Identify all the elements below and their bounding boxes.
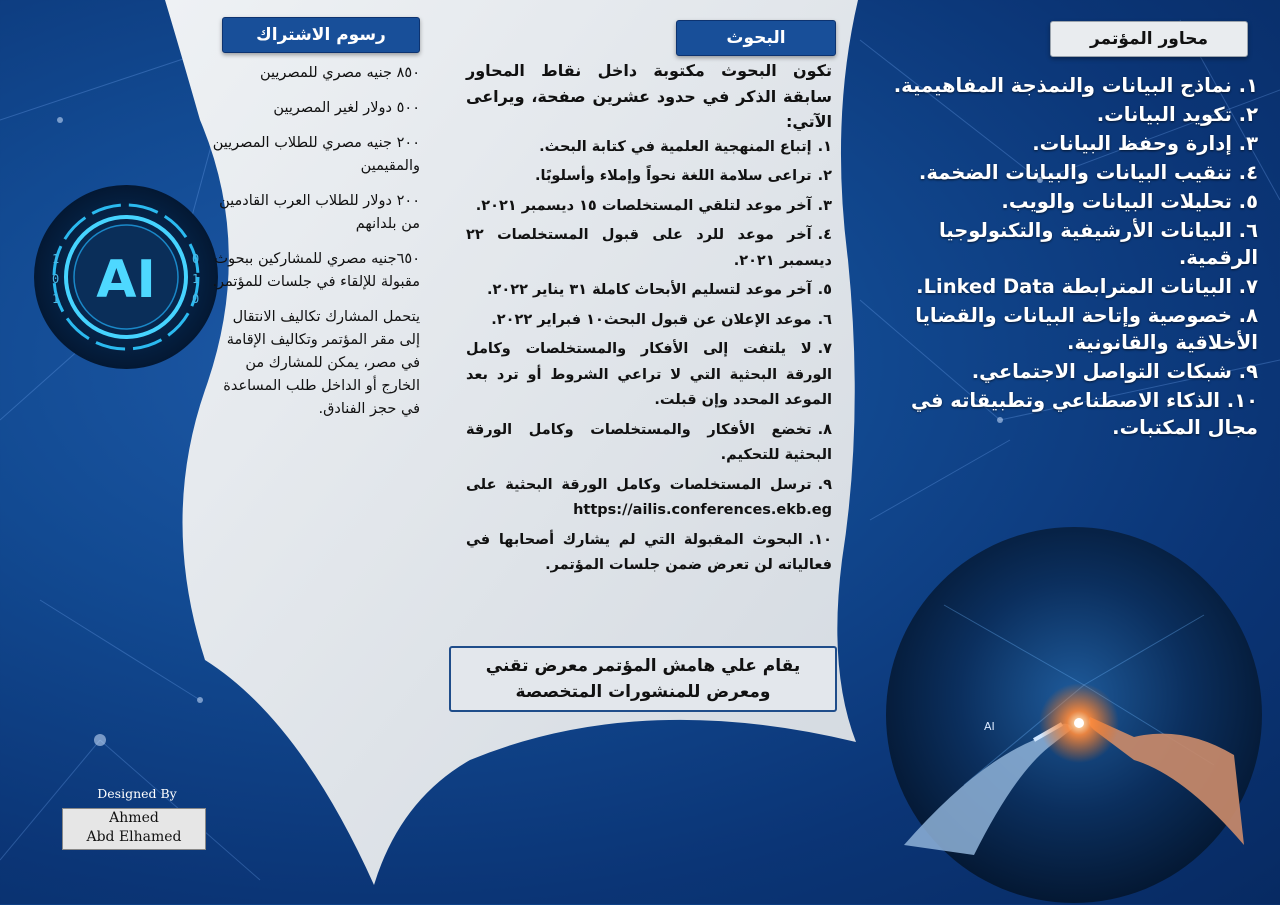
fee-item: ٨٥٠ جنيه مصري للمصريين [259,65,420,81]
research-item [466,528,832,579]
research-item-number: ٣. [817,197,832,214]
research-item [466,135,832,161]
research-item [466,278,832,304]
research-item-number: ٦. [817,311,832,328]
svg-text:0: 0 [52,272,60,286]
research-item-text: آخر موعد للرد على قبول المستخلصات ٢٢ ديسمبر ٢٠٢١. [466,227,832,269]
research-item-number: ٨. [817,421,832,438]
svg-text:0: 0 [192,292,200,306]
hand-ai-label: AI [984,720,995,733]
fee-item: ٦٥٠جنيه مصري للمشاركين ببحوث مقبولة للإلقاء في جلسات للمؤتمر. [212,251,420,290]
research-list [466,135,832,579]
research-item-text: آخر موعد لتسليم الأبحاث كاملة ٣١ يناير ٢٠٢٢. [487,282,812,298]
fee-item: ٢٠٠ دولار للطلاب العرب القادمين من بلدانهم [219,193,420,232]
research-item-number: ٩. [817,476,832,493]
research-item [466,194,832,220]
research-item-text: إتباع المنهجية العلمية في كتابة البحث. [539,138,812,155]
notice-line-2: ومعرض للمنشورات المتخصصة [515,682,771,702]
axis-item: ٧. البيانات المترابطة Linked Data. [916,275,1258,298]
fees-note: يتحمل المشارك تكاليف الانتقال إلى مقر المؤتمر وتكاليف الإقامة في مصر، يمكن للمشارك من الخارج أو الداخل طلب المساعدة في حجز الفنادق. [223,309,420,417]
research-item-number: ١. [817,138,832,155]
svg-text:1: 1 [52,252,60,266]
axis-item: ٥. تحليلات البيانات والويب. [1001,190,1258,213]
research-item-text: تخضع الأفكار والمستخلصات وكامل الورقة البحثية للتحكيم. [466,421,832,463]
exhibition-notice [449,646,837,712]
research-item [466,337,832,414]
research-item-text: تراعى سلامة اللغة نحواً وإملاء وأسلوبًا. [535,168,812,184]
research-item [466,473,832,524]
research-item-text: آخر موعد لتلقي المستخلصات ١٥ ديسمبر ٢٠٢١. [475,197,812,214]
research-item-number: ٥. [817,282,832,298]
conference-axes [880,72,1258,443]
svg-text:0: 0 [192,252,200,266]
svg-text:1: 1 [192,272,200,286]
research-item-text: البحوث المقبولة التي لم يشارك أصحابها في فعالياته لن تعرض ضمن جلسات المؤتمر. [466,531,832,573]
fees-heading: رسوم الاشتراك [222,17,420,53]
ai-label: AI [96,250,156,310]
research-item-number: ٤. [817,227,832,243]
research-item [466,164,832,190]
research-item-number: ١٠. [808,531,832,548]
fees-section [212,62,420,433]
research-intro: تكون البحوث مكتوبة داخل نقاط المحاور سابقة الذكر في حدود عشرين صفحة، ويراعى الآتي: [466,61,832,131]
axis-item: ٨. خصوصية وإتاحة البيانات والقضايا الأخلاقية والقانونية. [915,304,1258,354]
axis-item: ٢. تكويد البيانات. [1096,103,1258,126]
fee-item: ٥٠٠ دولار لغير المصريين [273,100,420,116]
axis-item: ١. نماذج البيانات والنمذجة المفاهيمية. [893,74,1258,97]
designer-last-name: Abd Elhamed [86,829,182,845]
axis-item: ١٠. الذكاء الاصطناعي وتطبيقاته في مجال المكتبات. [910,389,1258,439]
designer-label: Designed By [97,786,177,801]
research-item [466,418,832,469]
ai-circle-graphic [32,183,220,371]
fee-item: ٢٠٠ جنيه مصري للطلاب المصريين والمقيمين [212,135,420,174]
research-item [466,308,832,334]
designer-name-box [62,808,206,850]
designer-first-name: Ahmed [109,810,159,826]
svg-text:1: 1 [52,292,60,306]
research-section [466,58,832,583]
notice-line-1: يقام علي هامش المؤتمر معرض تقني [485,656,801,676]
research-item-number: ٧. [817,341,832,357]
axis-item: ٣. إدارة وحفظ البيانات. [1032,132,1258,155]
axis-item: ٤. تنقيب البيانات والبيانات الضخمة. [918,161,1258,184]
research-item [466,223,832,274]
research-item-number: ٢. [817,168,832,184]
research-item-text: ترسل المستخلصات وكامل الورقة البحثية على https://ailis.conferences.ekb.eg [466,476,832,518]
research-item-text: موعد الإعلان عن قبول البحث١٠ فبراير ٢٠٢٢. [491,311,812,328]
research-heading: البحوث [676,20,836,56]
axes-heading: محاور المؤتمر [1050,21,1248,57]
axis-item: ٩. شبكات التواصل الاجتماعي. [971,360,1258,383]
axis-item: ٦. البيانات الأرشيفية والتكنولوجيا الرقمية. [938,219,1258,269]
robot-hand-circle-graphic [884,525,1264,905]
research-item-text: لا يلتفت إلى الأفكار والمستخلصات وكامل الورقة البحثية التي لا تراعي الشروط أو ترد بعد الموعد المحدد وإن قبلت. [466,341,832,408]
